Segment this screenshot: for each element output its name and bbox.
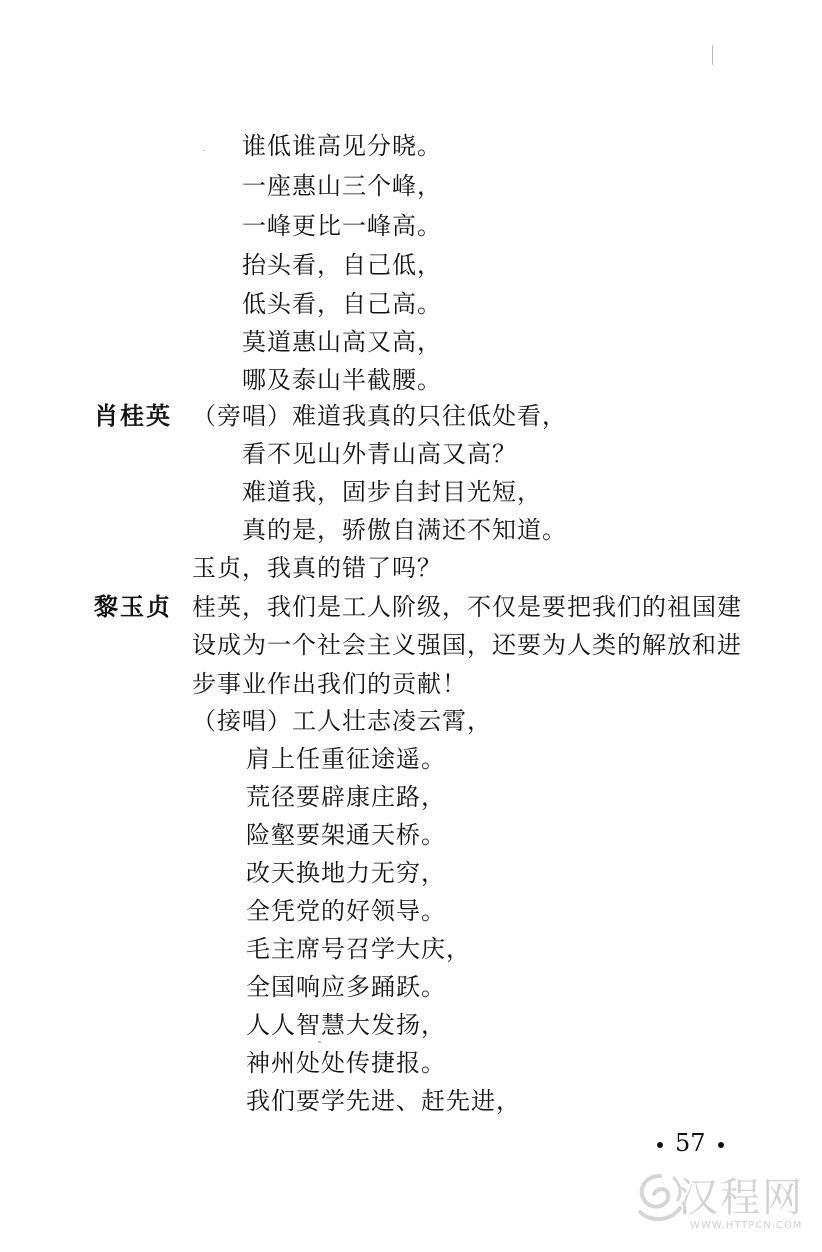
text-line: 看不见山外青山高又高？ xyxy=(242,440,517,468)
page-number-text: 57 xyxy=(675,1129,706,1157)
text-line: （接唱）工人壮志凌云霄， xyxy=(192,707,492,735)
text-line: 玉贞，我真的错了吗？ xyxy=(192,554,442,582)
scan-speck xyxy=(318,1041,321,1043)
text-line: 荒径要辟康庄路， xyxy=(246,783,446,811)
text-line: 谁低谁高见分晓。 xyxy=(242,132,442,160)
bullet-dot xyxy=(718,1142,724,1148)
text-line: 哪及泰山半截腰。 xyxy=(242,366,442,394)
watermark-text: 汉程网 xyxy=(678,1175,804,1221)
scan-speck xyxy=(712,45,713,65)
text-line: （旁唱）难道我真的只往低处看， xyxy=(192,402,567,430)
text-line: 步事业作出我们的贡献！ xyxy=(192,670,467,698)
text-line: 全凭党的好领导。 xyxy=(246,897,446,925)
text-line: 真的是，骄傲自满还不知道。 xyxy=(242,516,567,544)
speaker-label: 黎玉贞 xyxy=(94,593,172,621)
page-number xyxy=(645,1128,736,1158)
text-line: 毛主席号召学大庆， xyxy=(246,935,471,963)
watermark-logo xyxy=(630,1162,815,1244)
text-line: 改天换地力无穷， xyxy=(246,859,446,887)
speaker-label: 肖桂英 xyxy=(94,402,172,430)
text-line: 莫道惠山高又高， xyxy=(242,328,442,356)
text-line: 桂英，我们是工人阶级，不仅是要把我们的祖国建 xyxy=(192,593,742,621)
text-line: 抬头看，自己低， xyxy=(242,251,442,279)
watermark-url: WWW.HTTPCN.COM xyxy=(690,1220,803,1231)
text-line: 我们要学先进、赶先进， xyxy=(246,1087,521,1115)
scan-speck xyxy=(203,150,205,151)
bullet-dot xyxy=(657,1142,663,1148)
text-line: 神州处处传捷报。 xyxy=(246,1049,446,1077)
text-line: 设成为一个社会主义强国，还要为人类的解放和进 xyxy=(192,631,742,659)
text-line: 难道我，固步自封目光短， xyxy=(242,478,542,506)
text-line: 人人智慧大发扬， xyxy=(246,1011,446,1039)
text-line: 肩上任重征途遥。 xyxy=(246,745,446,773)
text-line: 险壑要架通天桥。 xyxy=(246,821,446,849)
text-line: 一座惠山三个峰， xyxy=(242,172,442,200)
text-line: 一峰更比一峰高。 xyxy=(242,212,442,240)
text-line: 全国响应多踊跃。 xyxy=(246,973,446,1001)
text-line: 低头看，自己高。 xyxy=(242,290,442,318)
